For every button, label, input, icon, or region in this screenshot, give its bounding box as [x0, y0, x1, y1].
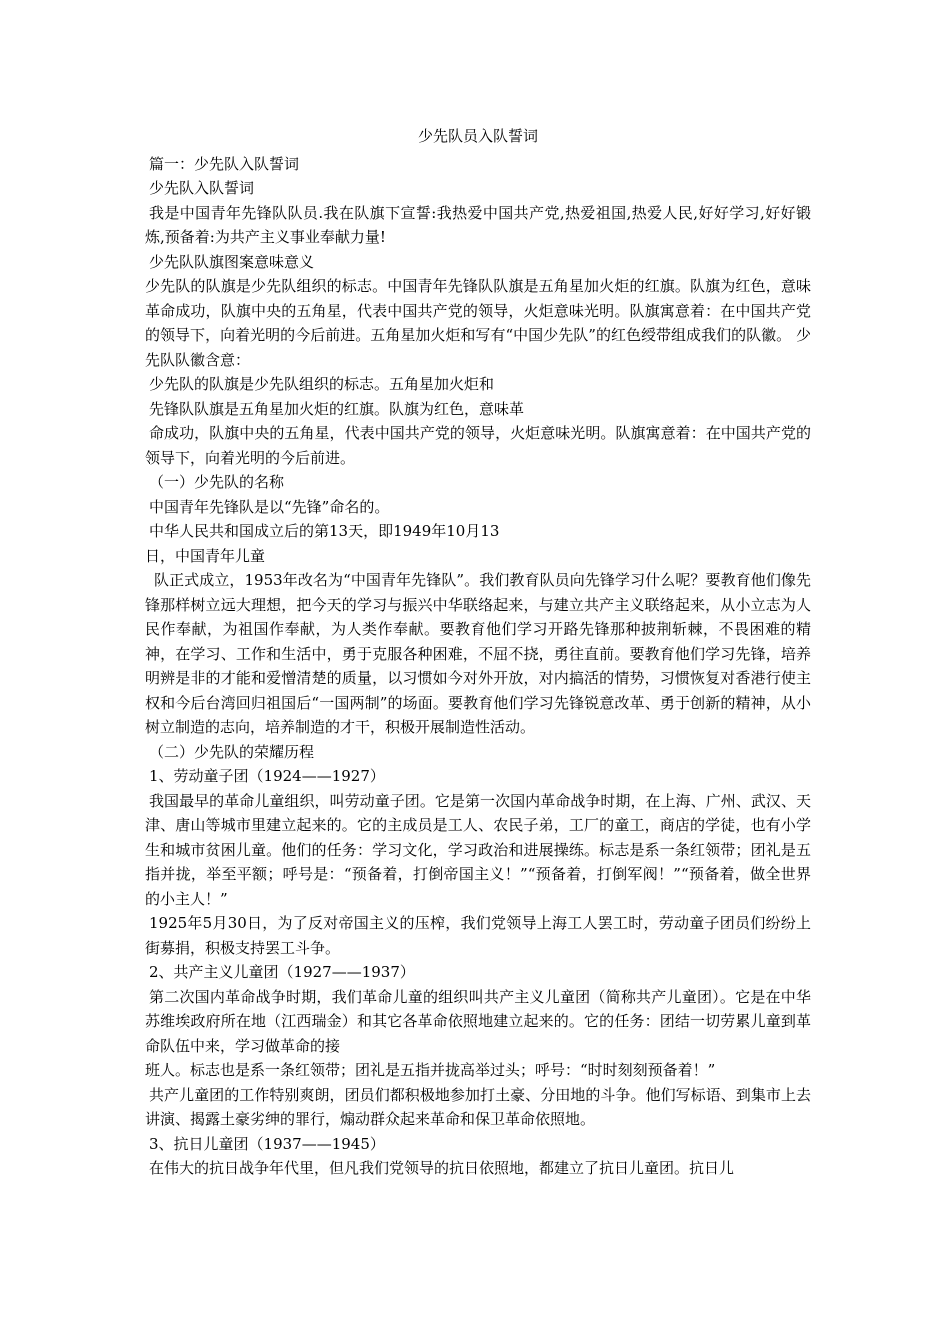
paragraph: （一）少先队的名称 [149, 473, 285, 491]
paragraph: 命成功，队旗中央的五角星，代表中国共产党的领导，火炬意味光明。队旗寓意着：在中国共产党的领导下，向着光明的今后前进。 [145, 424, 811, 467]
paragraph: 中华人民共和国成立后的第13天，即1949年10月13 [149, 522, 500, 540]
paragraph: 少先队队旗图案意味意义 [149, 252, 315, 271]
paragraph: （二）少先队的荣耀历程 [149, 742, 315, 761]
paragraph: 2、共产主义儿童团（1927——1937） [149, 963, 415, 981]
paragraph: 3、抗日儿童团（1937——1945） [149, 1134, 385, 1153]
paragraph: 在伟大的抗日战争年代里，但凡我们党领导的抗日依照地，都建立了抗日儿童团。抗日儿 [149, 1159, 735, 1177]
paragraph: 少先队的队旗是少先队组织的标志。中国青年先锋队队旗是五角星加火炬的红旗。队旗为红色，意味革命成功，队旗中央的五角星，代表中国共产党的领导，火炬意味光明。队旗寓意着：在中国共产党的领导下，向着光明的今后前进。五角星加火炬和写有“中国少先队”的红色绶带组成我们的队徽。 少先队队徽含意： [145, 277, 811, 369]
paragraph: 先锋队队旗是五角星加火炬的红旗。队旗为红色，意味革 [149, 399, 525, 418]
paragraph: 日，中国青年儿童 [145, 546, 266, 565]
document-title: 少先队员入队誓词 [417, 127, 538, 145]
paragraph: 1925年5月30日，为了反对帝国主义的压榨，我们党领导上海工人罢工时，劳动童子团员们纷纷上街募捐，积极支持罢工斗争。 [145, 914, 811, 957]
document-page [145, 124, 811, 1181]
paragraph: 班人。标志也是系一条红领带；团礼是五指并拢高举过头；呼号：“时时刻刻预备着！” [145, 1061, 716, 1079]
document-body [145, 152, 811, 1181]
paragraph: 1、劳动童子团（1924——1927） [149, 767, 385, 785]
paragraph: 第二次国内革命战争时期，我们革命儿童的组织叫共产主义儿童团（简称共产儿童团）。它是在中华苏维埃政府所在地（江西瑞金）和其它各革命依照地建立起来的。它的任务：团结一切劳累儿童到革命队伍中来，学习做革命的接 [145, 987, 811, 1055]
paragraph: 我是中国青年先锋队队员.我在队旗下宣誓:我热爱中国共产党,热爱祖国,热爱人民,好好学习,好好锻炼,预备着:为共产主义事业奉献力量! [145, 203, 811, 246]
paragraph: 少先队入队誓词 [149, 179, 255, 197]
paragraph: 中国青年先锋队是以“先锋”命名的。 [149, 497, 390, 516]
paragraph: 共产儿童团的工作特别爽朗，团员们都积极地参加打土豪、分田地的斗争。他们写标语、到集市上去讲演、揭露土豪劣绅的罪行，煽动群众起来革命和保卫革命依照地。 [145, 1085, 811, 1128]
paragraph: 我国最早的革命儿童组织，叫劳动童子团。它是第一次国内革命战争时期，在上海、广州、武汉、天津、唐山等城市里建立起来的。它的主成员是工人、农民子弟，工厂的童工，商店的学徒，也有小学生和城市贫困儿童。他们的任务：学习文化，学习政治和进展操练。标志是系一条红领带；团礼是五指并拢，举至平额；呼号是：“预备着，打倒帝国主义！”“预备着，打倒军阀！”“预备着，做全世界的小主人！” [145, 791, 811, 908]
paragraph: 篇一：少先队入队誓词 [149, 154, 300, 173]
paragraph: 少先队的队旗是少先队组织的标志。五角星加火炬和 [149, 375, 495, 393]
paragraph: 队正式成立，1953年改名为“中国青年先锋队”。我们教育队员向先锋学习什么呢？要教育他们像先锋那样树立远大理想，把今天的学习与振兴中华联络起来，与建立共产主义联络起来，从小立志为人民作奉献，为祖国作奉献，为人类作奉献。要教育他们学习开路先锋那种披荆斩棘，不畏困难的精神，在学习、工作和生活中，勇于克服各种困难，不屈不挠，勇往直前。要教育他们学习先锋，培养明辨是非的才能和爱憎清楚的质量，以习惯如今对外开放，对内搞活的情势，习惯恢复对香港行使主权和今后台湾回归祖国后“一国两制”的场面。要教育他们学习先锋锐意改革、勇于创新的精神，从小树立制造的志向，培养制造的才干，积极开展制造性活动。 [145, 571, 811, 736]
